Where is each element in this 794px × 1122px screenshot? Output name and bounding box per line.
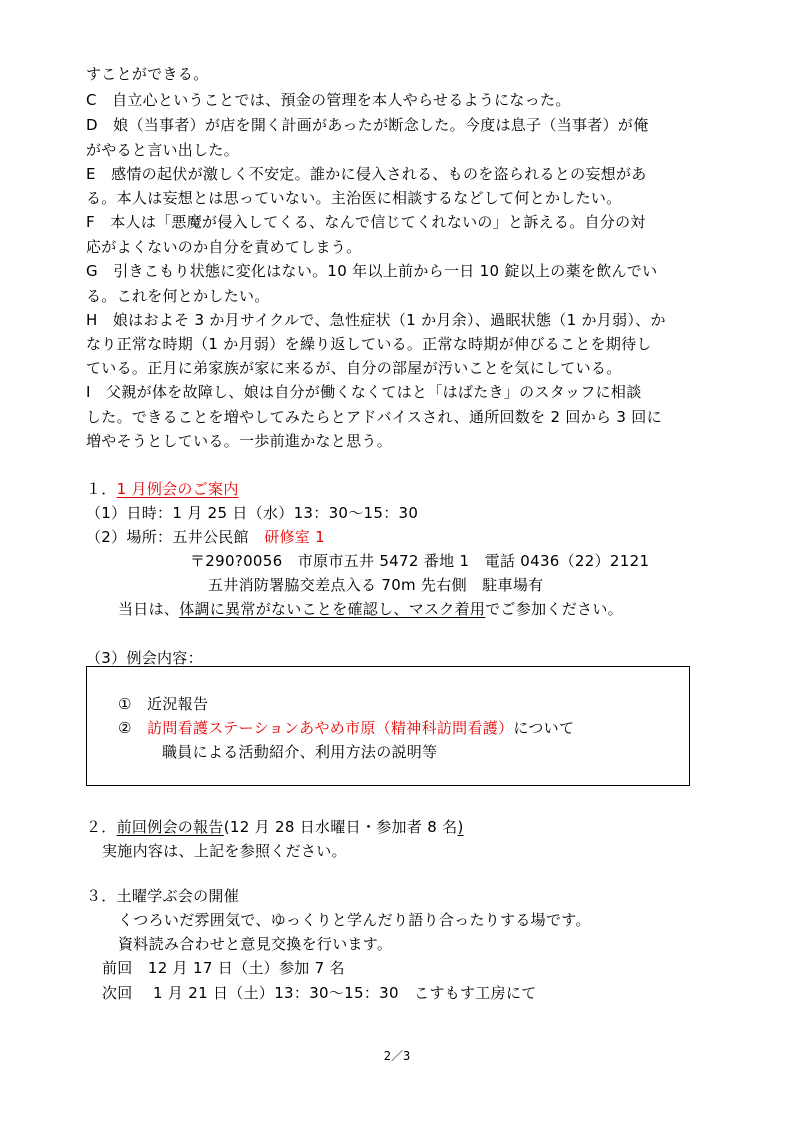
agenda-item-2: [118, 718, 574, 739]
agenda-item-2-suffix: について: [513, 719, 575, 737]
agenda-item-2-red: 訪問看護ステーションあやめ市原（精神科訪問看護）: [147, 719, 514, 737]
notice-suffix: でご参加ください。: [485, 600, 623, 618]
text-line: すことができる。: [86, 65, 209, 83]
agenda-item-2-detail: 職員による活動紹介、利用方法の説明等: [162, 743, 438, 761]
agenda-item-2-number: ②: [118, 719, 148, 737]
section2-title: 前回例会の報告: [116, 818, 224, 836]
meeting-place: [86, 527, 325, 548]
section2-title-close: ): [457, 818, 464, 836]
text-line: ている。正月に弟家族が家に来るが、自分の部屋が汚いことを気にしている。: [86, 359, 622, 377]
text-line: E 感情の起伏が激しく不安定。誰かに侵入される、ものを盗られるとの妄想があ: [86, 165, 647, 183]
section2-body: 実施内容は、上記を参照ください。: [102, 842, 347, 860]
section2-heading: [86, 817, 464, 838]
section3-next: 次回 1 月 21 日（土）13：30～15：30 こすもす工房にて: [102, 984, 537, 1002]
place-prefix: （2）場所：五井公民館: [86, 528, 265, 546]
section3-heading: [86, 886, 239, 907]
place-room: 研修室 1: [264, 528, 325, 546]
text-line: る。本人は妄想とは思っていない。主治医に相談するなどして何とかしたい。: [86, 189, 622, 207]
section3-prev: 前回 12 月 17 日（土）参加 7 名: [102, 959, 345, 977]
text-line: る。これを何とかしたい。: [86, 287, 270, 305]
text-line: C 自立心ということでは、預金の管理を本人やらせるようになった。: [86, 91, 571, 109]
text-line: G 引きこもり状態に変化はない。10 年以上前から一日 10 錠以上の薬を飲んでい: [86, 262, 658, 280]
section3-desc-1: くつろいだ雰囲気で、ゆっくりと学んだり語り合ったりする場です。: [118, 911, 591, 929]
meeting-address: 〒290?0056 市原市五井 5472 番地 1 電話 0436（22）2121: [190, 552, 650, 570]
meeting-notice: [118, 599, 623, 620]
text-line: D 娘（当事者）が店を開く計画があったが断念した。今度は息子（当事者）が俺: [86, 116, 649, 134]
notice-prefix: 当日は、: [118, 600, 180, 618]
page-number: 2／3: [383, 1049, 411, 1063]
section2-title-suffix: (12 月 28 日水曜日・参加者 8 名: [223, 818, 458, 836]
text-line: がやると言い出した。: [86, 141, 240, 159]
text-line: した。できることを増やしてみたらとアドバイスされ、通所回数を 2 回から 3 回に: [86, 408, 662, 426]
section1-title: 1 月例会のご案内: [116, 480, 239, 498]
text-line: 増やそうとしている。一歩前進かなと思う。: [86, 432, 393, 450]
agenda-item-1: ① 近況報告: [118, 695, 209, 713]
meeting-datetime: （1）日時：1 月 25 日（水）13：30～15：30: [86, 504, 419, 522]
section1-number: １．: [86, 480, 117, 498]
section3-title: 土曜学ぶ会の開催: [116, 887, 240, 905]
text-line: H 娘はおよそ 3 か月サイクルで、急性症状（1 か月余）、過眠状態（1 か月弱）、か: [86, 311, 666, 329]
text-line: F 本人は「悪魔が侵入してくる、なんで信じてくれないの」と訴える。自分の対: [86, 213, 646, 231]
text-line: 応がよくないのか自分を責めてしまう。: [86, 238, 362, 256]
section1-heading: [86, 479, 239, 500]
text-line: なり正常な時期（1 か月弱）を繰り返している。正常な時期が伸びることを期待し: [86, 335, 652, 353]
section3-desc-2: 資料読み合わせと意見交換を行います。: [118, 935, 393, 953]
notice-underlined: 体調に異常がないことを確認し、マスク着用: [179, 600, 486, 618]
meeting-directions: 五井消防署脇交差点入る 70m 先右側 駐車場有: [208, 576, 544, 594]
section2-number: ２．: [86, 818, 117, 836]
content-label: （3）例会内容：: [86, 649, 203, 667]
section3-number: ３．: [86, 887, 117, 905]
text-line: I 父親が体を故障し、娘は自分が働くなくてはと「はばたき」のスタッフに相談: [86, 383, 642, 401]
